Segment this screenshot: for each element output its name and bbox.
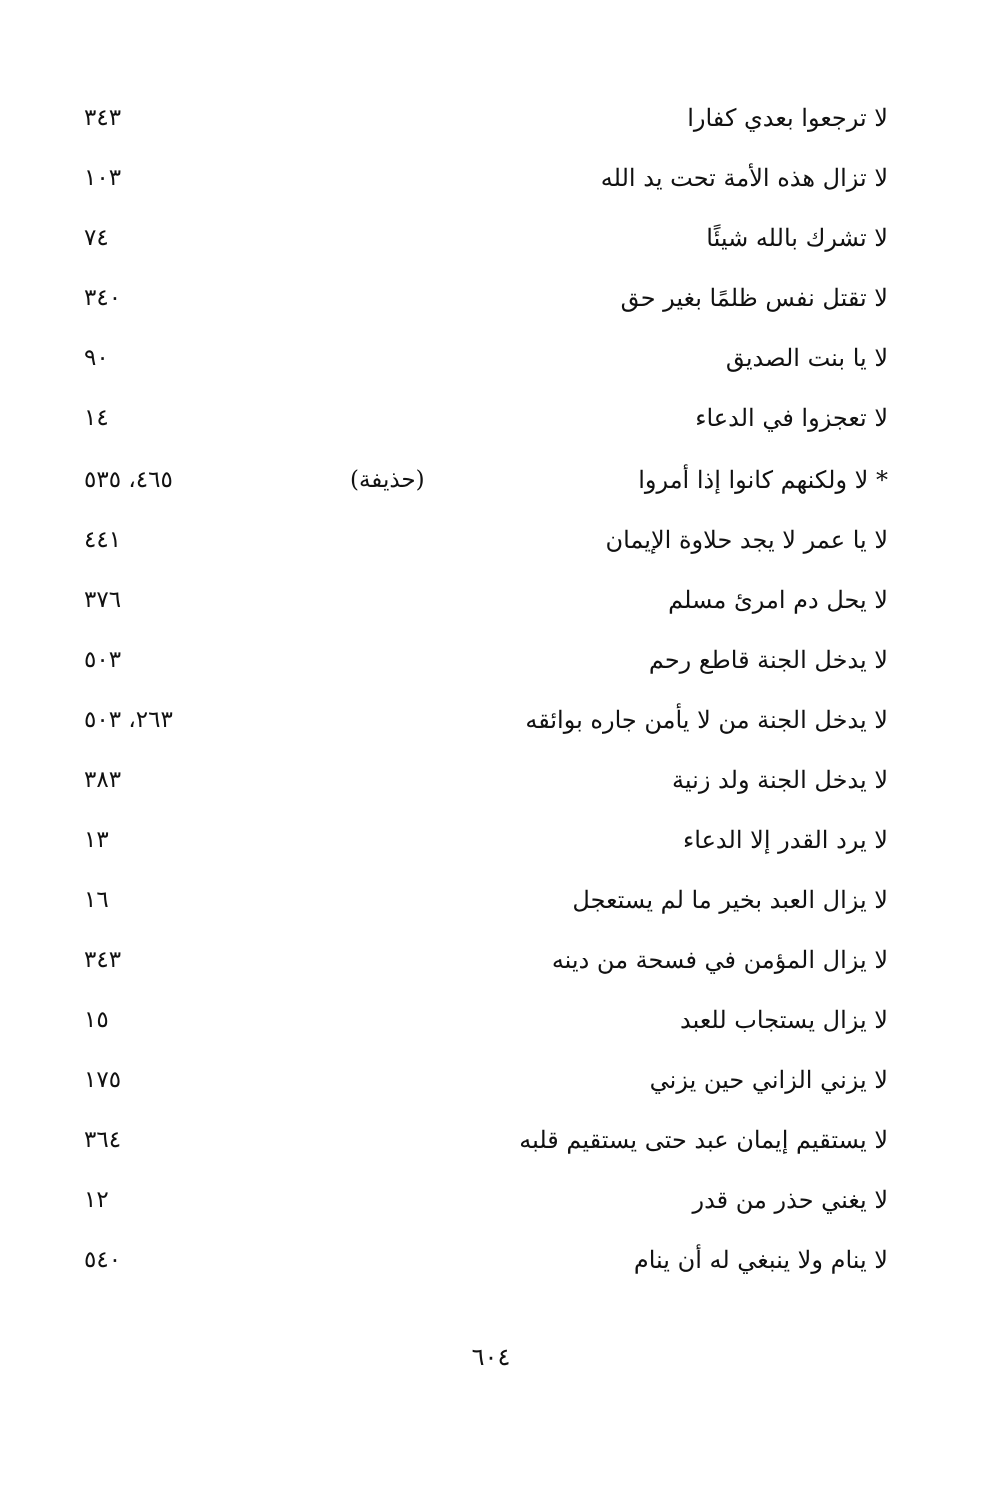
index-entry bbox=[0, 1060, 982, 1100]
hadith-text: لا تشرك بالله شيئًا bbox=[706, 224, 888, 252]
page-references: ١٧٥ bbox=[84, 1067, 122, 1093]
index-entry bbox=[0, 98, 982, 138]
hadith-text: لا يدخل الجنة ولد زنية bbox=[672, 766, 888, 794]
index-entry bbox=[0, 278, 982, 318]
hadith-text: لا يرد القدر إلا الدعاء bbox=[683, 826, 888, 854]
page-references: ٣٤٠ bbox=[84, 285, 122, 311]
hadith-text: لا يزال يستجاب للعبد bbox=[679, 1006, 888, 1034]
page-references: ٣٧٦ bbox=[84, 587, 122, 613]
index-entry bbox=[0, 460, 982, 500]
hadith-text: لا يا عمر لا يجد حلاوة الإيمان bbox=[605, 526, 888, 554]
hadith-text: لا تقتل نفس ظلمًا بغير حق bbox=[620, 284, 888, 312]
hadith-text: لا يدخل الجنة قاطع رحم bbox=[648, 646, 888, 674]
hadith-text: لا يا بنت الصديق bbox=[725, 344, 888, 372]
page-number: ٦٠٤ bbox=[471, 1343, 511, 1371]
narrator-name: (حذيفة) bbox=[350, 467, 425, 493]
page-references: ٣٤٣ bbox=[84, 947, 122, 973]
index-entry bbox=[0, 580, 982, 620]
page-references: ١٣ bbox=[84, 827, 109, 853]
page-references: ١٠٣ bbox=[84, 165, 122, 191]
page-references: ١٥ bbox=[84, 1007, 109, 1033]
index-entry bbox=[0, 700, 982, 740]
index-entry bbox=[0, 1180, 982, 1220]
hadith-text: لا تعجزوا في الدعاء bbox=[695, 404, 888, 432]
page-references: ١٦ bbox=[84, 887, 109, 913]
hadith-text: لا يزني الزاني حين يزني bbox=[649, 1066, 888, 1094]
hadith-text: لا ينام ولا ينبغي له أن ينام bbox=[633, 1246, 888, 1274]
page-references: ٤٤١ bbox=[84, 527, 122, 553]
page-references: ٥٠٣ bbox=[84, 647, 122, 673]
hadith-text: لا يزال المؤمن في فسحة من دينه bbox=[551, 946, 888, 974]
page-references: ٣٨٣ bbox=[84, 767, 122, 793]
hadith-text: لا يزال العبد بخير ما لم يستعجل bbox=[572, 886, 888, 914]
index-entry bbox=[0, 640, 982, 680]
hadith-text: لا يحل دم امرئ مسلم bbox=[668, 586, 888, 614]
page-references: ٣٦٤ bbox=[84, 1127, 122, 1153]
index-entry bbox=[0, 820, 982, 860]
page-references: ٧٤ bbox=[84, 225, 109, 251]
index-entry bbox=[0, 760, 982, 800]
index-entry bbox=[0, 1240, 982, 1280]
hadith-text: لا تزال هذه الأمة تحت يد الله bbox=[600, 164, 888, 192]
page-references: ٩٠ bbox=[84, 345, 109, 371]
index-entry bbox=[0, 880, 982, 920]
index-entry bbox=[0, 218, 982, 258]
index-entry bbox=[0, 1120, 982, 1160]
page-references: ٥٤٠ bbox=[84, 1247, 122, 1273]
hadith-text: لا يستقيم إيمان عبد حتى يستقيم قلبه bbox=[519, 1126, 888, 1154]
page-references: ٢٦٣، ٥٠٣ bbox=[84, 707, 173, 733]
hadith-text: لا يغني حذر من قدر bbox=[692, 1186, 888, 1214]
index-entry bbox=[0, 398, 982, 438]
page-references: ١٤ bbox=[84, 405, 109, 431]
hadith-text: لا يدخل الجنة من لا يأمن جاره بوائقه bbox=[525, 706, 888, 734]
index-entry bbox=[0, 520, 982, 560]
page-references: ١٢ bbox=[84, 1187, 109, 1213]
index-entry bbox=[0, 1000, 982, 1040]
page-references: ٤٦٥، ٥٣٥ bbox=[84, 467, 173, 493]
index-entry bbox=[0, 158, 982, 198]
hadith-text: * لا ولكنهم كانوا إذا أمروا bbox=[638, 466, 888, 494]
hadith-text: لا ترجعوا بعدي كفارا bbox=[687, 104, 888, 132]
index-entry bbox=[0, 940, 982, 980]
index-entry bbox=[0, 338, 982, 378]
page-references: ٣٤٣ bbox=[84, 105, 122, 131]
